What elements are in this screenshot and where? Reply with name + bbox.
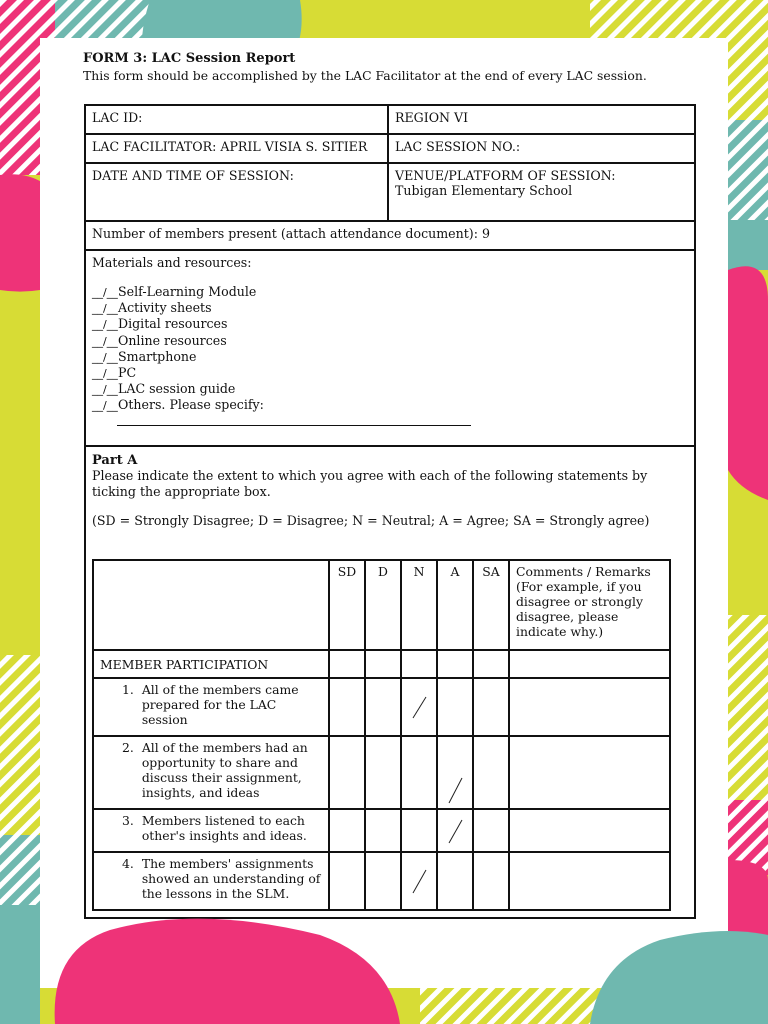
materials-label: Materials and resources: [92, 255, 252, 270]
form-subtitle: This form should be accomplished by the LAC Facilitator at the end of every LAC session. [83, 68, 647, 83]
scale-sd: SD [329, 560, 365, 650]
scale-a: A [437, 560, 473, 650]
comments-header: Comments / Remarks (For example, if you disagree or strongly disagree, please indicate why.) [509, 560, 670, 650]
venue-label: VENUE/PLATFORM OF SESSION: [395, 168, 616, 183]
venue-value: Tubigan Elementary School [395, 183, 573, 198]
date-time-field[interactable]: DATE AND TIME OF SESSION: [92, 168, 294, 183]
session-no-field[interactable]: LAC SESSION NO.: [387, 135, 694, 162]
table-row: 1. All of the members came prepared for the LAC session [93, 678, 670, 736]
form-title: FORM 3: LAC Session Report [83, 51, 296, 66]
material-item[interactable]: __/__Online resources [92, 332, 227, 348]
check-tick: __/__ [92, 399, 118, 413]
statement-text: All of the members had an opportunity to share and discuss their assignment, insights, and ideas [141, 740, 308, 800]
material-item[interactable]: __/__Others. Please specify: [92, 397, 264, 413]
material-item[interactable]: __/__Activity sheets [92, 300, 212, 316]
members-present-field[interactable]: Number of members present (attach attendance document): 9 [92, 226, 490, 241]
statement-text: Members listened to each other's insights and ideas. [141, 813, 307, 843]
check-tick: __/__ [92, 286, 118, 299]
check-tick: __/__ [92, 350, 118, 364]
scale-legend: (SD = Strongly Disagree; D = Disagree; N = Neutral; A = Agree; SA = Strongly agree) [92, 513, 650, 528]
material-item[interactable]: __/__Self-Learning Module [92, 284, 257, 299]
material-item[interactable]: __/__Digital resources [92, 316, 228, 332]
scale-n: N [401, 560, 437, 650]
check-tick: __/__ [92, 318, 118, 332]
scale-sa: SA [473, 560, 509, 650]
statement-text: The members' assignments showed an understanding of the lessons in the SLM. [141, 856, 321, 901]
part-a-heading: Part A [92, 453, 138, 468]
material-item[interactable]: __/__PC [92, 365, 137, 381]
material-item[interactable]: __/__LAC session guide [92, 381, 236, 397]
material-item[interactable]: __/__Smartphone [92, 348, 197, 364]
check-tick: __/__ [92, 334, 118, 348]
facilitator-field[interactable]: LAC FACILITATOR: APRIL VISIA S. SITIER [92, 139, 368, 154]
statement-text: All of the members came prepared for the LAC session [141, 682, 299, 727]
check-tick: __/__ [92, 367, 118, 381]
lac-id-field[interactable]: LAC ID: [92, 110, 143, 125]
check-tick: __/__ [92, 383, 118, 397]
check-tick: __/__ [92, 302, 118, 316]
scale-d: D [365, 560, 401, 650]
table-row: 3. Members listened to each other's insights and ideas. [93, 809, 670, 852]
table-row: 4. The members' assignments showed an understanding of the lessons in the SLM. [93, 852, 670, 910]
part-a-instruction: Please indicate the extent to which you agree with each of the following statements by ticking the appropriate box. [92, 468, 648, 499]
region-field[interactable]: REGION VI [387, 106, 694, 133]
table-row: 2. All of the members had an opportunity to share and discuss their assignment, insights, and ideas [93, 736, 670, 809]
section-label: MEMBER PARTICIPATION [93, 650, 329, 678]
